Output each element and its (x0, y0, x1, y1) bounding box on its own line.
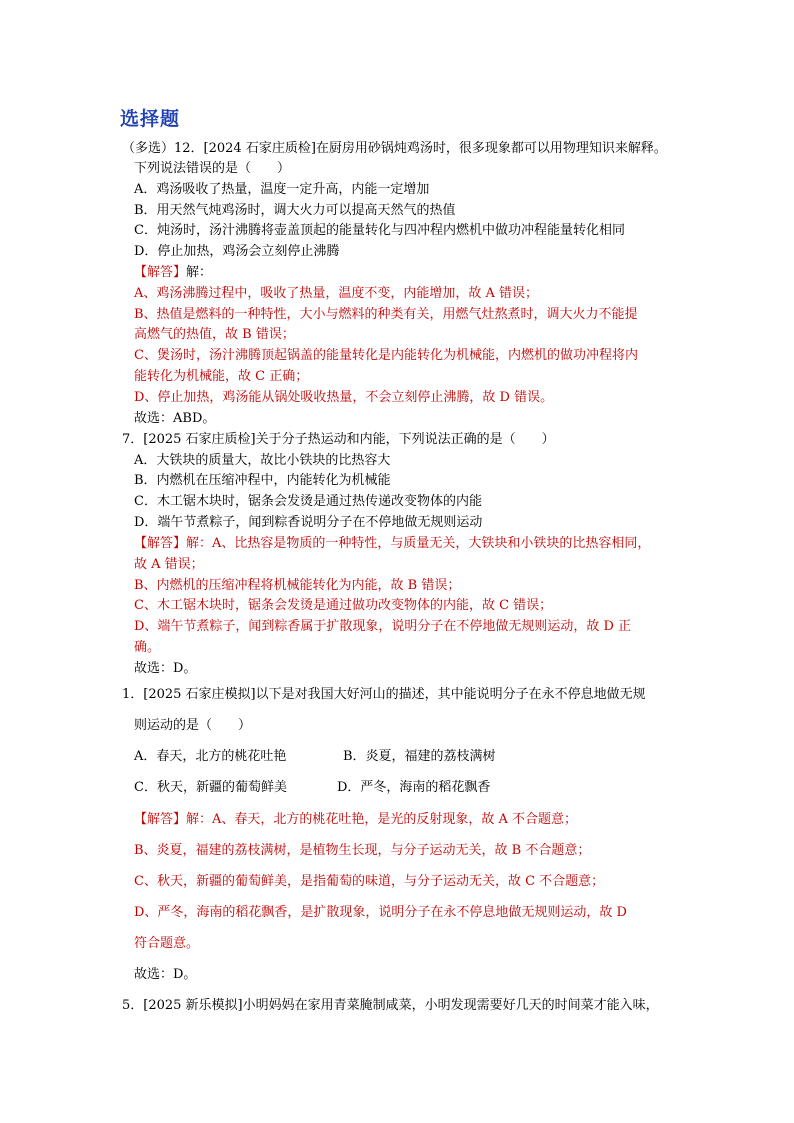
question-7-option-b: B．内燃机在压缩冲程中，内能转化为机械能 (134, 473, 391, 488)
question-1-answer-line: D、严冬，海南的稻花飘香，是扩散现象，说明分子在永不停息地做无规则运动，故 D (134, 905, 627, 920)
question-1-option-c: C．秋天，新疆的葡萄鲜美 (134, 780, 287, 795)
question-12-answer-line: B、热值是燃料的一种特性，大小与燃料的种类有关，用燃气灶熬煮时，调大火力不能提 (134, 307, 638, 322)
question-12-answer-line: C、煲汤时，汤汁沸腾顶起锅盖的能量转化是内能转化为机械能，内燃机的做功冲程将内 (134, 348, 638, 363)
question-12-stem: （多选）12．[2024 石家庄质检]在厨房用砂锅炖鸡汤时，很多现象都可以用物理知识来解释。 (122, 141, 667, 156)
question-1-answer-line: 符合题意。 (134, 936, 200, 951)
question-12-answer-line: 高燃气的热值，故 B 错误； (134, 327, 295, 342)
question-1-option-a: A．春天，北方的桃花吐艳 (134, 749, 287, 764)
question-12-answer-line: A、鸡汤沸腾过程中，吸收了热量，温度不变，内能增加，故 A 错误； (134, 286, 539, 301)
question-1-answer-first (134, 811, 577, 829)
question-1-stem: 1．[2025 石家庄模拟]以下是对我国大好河山的描述，其中能说明分子在永不停息地做无规 (122, 687, 646, 702)
question-7-answer-line: 确。 (134, 640, 161, 655)
question-1-choice: 故选：D。 (134, 967, 197, 982)
answer-text: 解：A、春天，北方的桃花吐艳，是光的反射现象，故 A 不合题意； (186, 812, 578, 827)
question-12-option-c: C．炖汤时，汤汁沸腾将壶盖顶起的能量转化与四冲程内燃机中做功冲程能量转化相同 (134, 223, 625, 238)
question-7-answer-line: C、木工锯木块时，锯条会发烫是通过做功改变物体的内能，故 C 错误； (134, 598, 553, 613)
question-7-answer-first (134, 535, 650, 553)
question-12-answer-header (134, 264, 212, 282)
question-7-option-d: D．端午节煮粽子，闻到粽香说明分子在不停地做无规则运动 (134, 515, 483, 530)
question-12-choice: 故选：ABD。 (134, 411, 216, 426)
question-1-option-b: B．炎夏，福建的荔枝满树 (343, 749, 496, 764)
question-7-stem: 7．[2025 石家庄质检]关于分子热运动和内能，下列说法正确的是（ ） (122, 432, 555, 447)
answer-tag: 【解答】 (134, 265, 187, 280)
question-12-option-b: B．用天然气炖鸡汤时，调大火力可以提高天然气的热值 (134, 203, 456, 218)
question-1-stem-cont: 则运动的是（ ） (134, 718, 252, 733)
answer-label: 解： (186, 265, 213, 280)
answer-tag: 【解答】 (134, 536, 187, 551)
question-5-stem: 5．[2025 新乐模拟]小明妈妈在家用青菜腌制咸菜，小明发现需要好几天的时间菜才能入味， (122, 998, 659, 1013)
question-7-choice: 故选：D。 (134, 661, 197, 676)
question-7-answer-line: B、内燃机的压缩冲程将机械能转化为内能，故 B 错误； (134, 578, 461, 593)
question-12-answer-line: 能转化为机械能，故 C 正确； (134, 369, 309, 384)
answer-tag: 【解答】 (134, 812, 187, 827)
question-7-option-a: A．大铁块的质量大，故比小铁块的比热容大 (134, 453, 391, 468)
question-1-option-d: D．严冬，海南的稻花飘香 (337, 780, 491, 795)
answer-text: 解：A、比热容是物质的一种特性，与质量无关，大铁块和小铁块的比热容相同， (186, 536, 651, 551)
question-1-answer-line: B、炎夏，福建的荔枝满树，是植物生长现，与分子运动无关，故 B 不合题意； (134, 843, 591, 858)
question-1-answer-line: C、秋天，新疆的葡萄鲜美，是指葡萄的味道，与分子运动无关，故 C 不合题意； (134, 874, 605, 889)
question-7-answer-line: 故 A 错误； (134, 557, 204, 572)
question-12-stem-cont: 下列说法错误的是（ ） (134, 161, 291, 176)
question-12-option-d: D．停止加热，鸡汤会立刻停止沸腾 (134, 244, 340, 259)
question-7-option-c: C．木工锯木块时，锯条会发烫是通过热传递改变物体的内能 (134, 494, 482, 509)
question-12-option-a: A．鸡汤吸收了热量，温度一定升高，内能一定增加 (134, 182, 430, 197)
question-12-answer-line: D、停止加热，鸡汤能从锅处吸收热量，不会立刻停止沸腾，故 D 错误。 (134, 390, 554, 405)
question-7-answer-line: D、端午节煮粽子，闻到粽香属于扩散现象，说明分子在不停地做无规则运动，故 D 正 (134, 619, 632, 634)
section-heading: 选择题 (120, 108, 181, 130)
